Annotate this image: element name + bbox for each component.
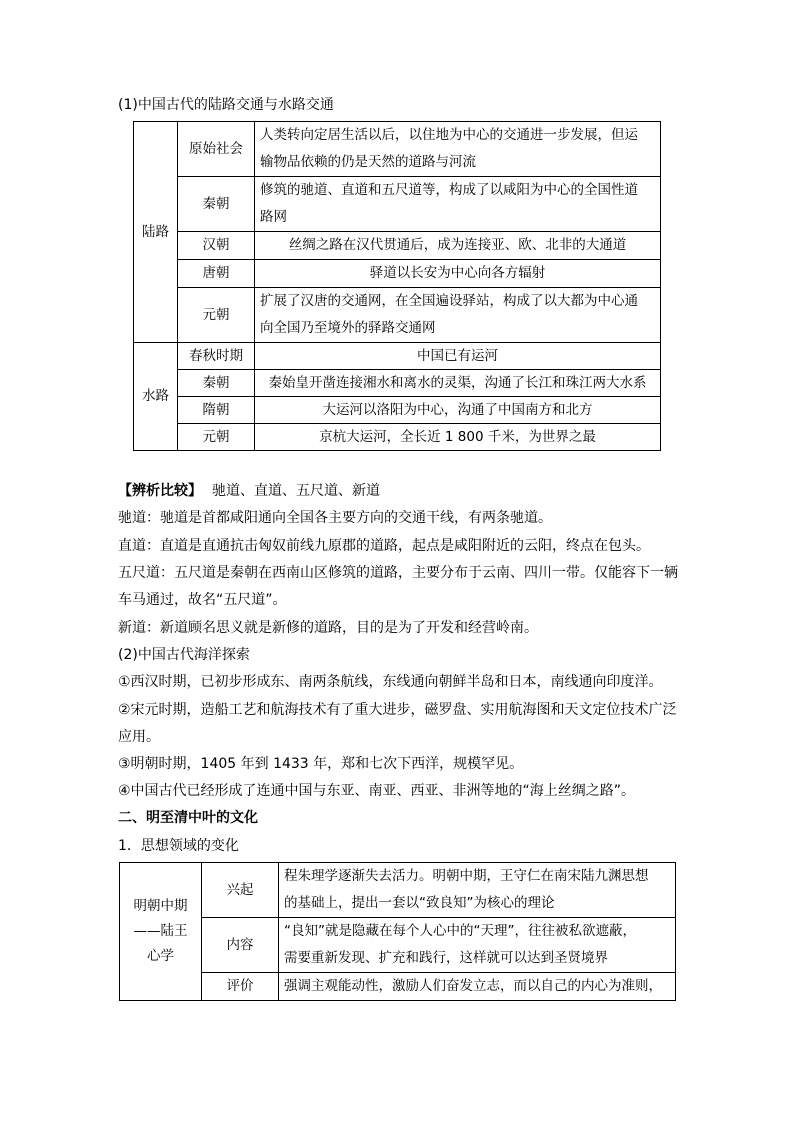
table-row [134, 122, 661, 177]
period-cell: 汉朝 [178, 232, 255, 260]
content-cell: 中国已有运河 [255, 343, 661, 370]
period-cell: 唐朝 [178, 260, 255, 288]
category-cell: 明朝中期 ——陆王 心学 [120, 863, 202, 1001]
label-cell: 评价 [202, 973, 279, 1001]
table-row [120, 863, 676, 918]
content-cell: 程朱理学逐渐失去活力。明朝中期，王守仁在南宋陆九渊思想 的基础上，提出一套以“致良知”为核心的理论 [279, 863, 676, 918]
section1-heading: (1)中国古代的陆路交通与水路交通 [118, 97, 334, 113]
category-land: 陆路 [134, 122, 178, 343]
table-row [134, 232, 661, 260]
section2-heading: (2)中国古代海洋探索 [118, 647, 250, 663]
content-cell: 丝绸之路在汉代贯通后，成为连接亚、欧、北非的大通道 [255, 232, 661, 260]
sub1-heading: 1．思想领域的变化 [118, 838, 239, 854]
content-cell: 大运河以洛阳为中心，沟通了中国南方和北方 [255, 397, 661, 424]
label-cell: 兴起 [202, 863, 279, 918]
part2-heading: 二、明至清中叶的文化 [118, 810, 258, 826]
category-water: 水路 [134, 343, 178, 451]
period-cell: 隋朝 [178, 397, 255, 424]
table-row [134, 370, 661, 397]
compare-label: 【辨析比较】 [118, 483, 202, 499]
ocean-line: ③明朝时期，1405 年到 1433 年，郑和七次下西洋，规模罕见。 [118, 756, 524, 772]
table-row [134, 343, 661, 370]
compare-line: 新道：新道顾名思义就是新修的道路，目的是为了开发和经营岭南。 [118, 620, 538, 636]
table-row [134, 260, 661, 288]
table-row [134, 177, 661, 232]
ocean-line: ①西汉时期，已初步形成东、南两条航线，东线通向朝鲜半岛和日本，南线通向印度洋。 [118, 674, 663, 690]
table-row [134, 397, 661, 424]
ocean-line: ②宋元时期，造船工艺和航海技术有了重大进步，磁罗盘、实用航海图和天文定位技术广泛 [118, 702, 677, 718]
period-cell: 春秋时期 [178, 343, 255, 370]
content-cell: 驿道以长安为中心向各方辐射 [255, 260, 661, 288]
content-cell: “良知”就是隐藏在每个人心中的“天理”，往往被私欲遮蔽， 需要重新发现、扩充和践行，这样就可以达到圣贤境界 [279, 918, 676, 973]
ocean-line: ④中国古代已经形成了连通中国与东亚、南亚、西亚、非洲等地的“海上丝绸之路”。 [118, 783, 636, 799]
compare-line: 五尺道：五尺道是秦朝在西南山区修筑的道路，主要分布于云南、四川一带。仅能容下一辆 [118, 565, 678, 581]
content-cell: 京杭大运河，全长近 1 800 千米，为世界之最 [255, 424, 661, 451]
compare-line: 车马通过，故名“五尺道”。 [118, 592, 287, 608]
table-row [120, 973, 676, 1001]
period-cell: 原始社会 [178, 122, 255, 177]
table-row [134, 288, 661, 343]
period-cell: 元朝 [178, 424, 255, 451]
transport-table [133, 121, 661, 451]
content-cell: 人类转向定居生活以后，以住地为中心的交通进一步发展，但运 输物品依赖的仍是天然的道路与河流 [255, 122, 661, 177]
period-cell: 秦朝 [178, 370, 255, 397]
compare-heading [118, 481, 380, 501]
period-cell: 元朝 [178, 288, 255, 343]
content-cell: 强调主观能动性，激励人们奋发立志，而以自己的内心为准则， [279, 973, 676, 1001]
content-cell: 扩展了汉唐的交通网，在全国遍设驿站，构成了以大都为中心通 向全国乃至境外的驿路交通网 [255, 288, 661, 343]
compare-title: 驰道、直道、五尺道、新道 [212, 483, 380, 499]
table-row [134, 424, 661, 451]
period-cell: 秦朝 [178, 177, 255, 232]
ocean-line: 应用。 [118, 729, 160, 745]
table-row [120, 918, 676, 973]
label-cell: 内容 [202, 918, 279, 973]
content-cell: 秦始皇开凿连接湘水和离水的灵渠，沟通了长江和珠江两大水系 [255, 370, 661, 397]
content-cell: 修筑的驰道、直道和五尺道等，构成了以咸阳为中心的全国性道 路网 [255, 177, 661, 232]
compare-line: 直道：直道是直通抗击匈奴前线九原郡的道路，起点是咸阳附近的云阳，终点在包头。 [118, 538, 650, 554]
thought-table [119, 862, 676, 1001]
compare-line: 驰道：驰道是首都咸阳通向全国各主要方向的交通干线，有两条驰道。 [118, 510, 552, 526]
